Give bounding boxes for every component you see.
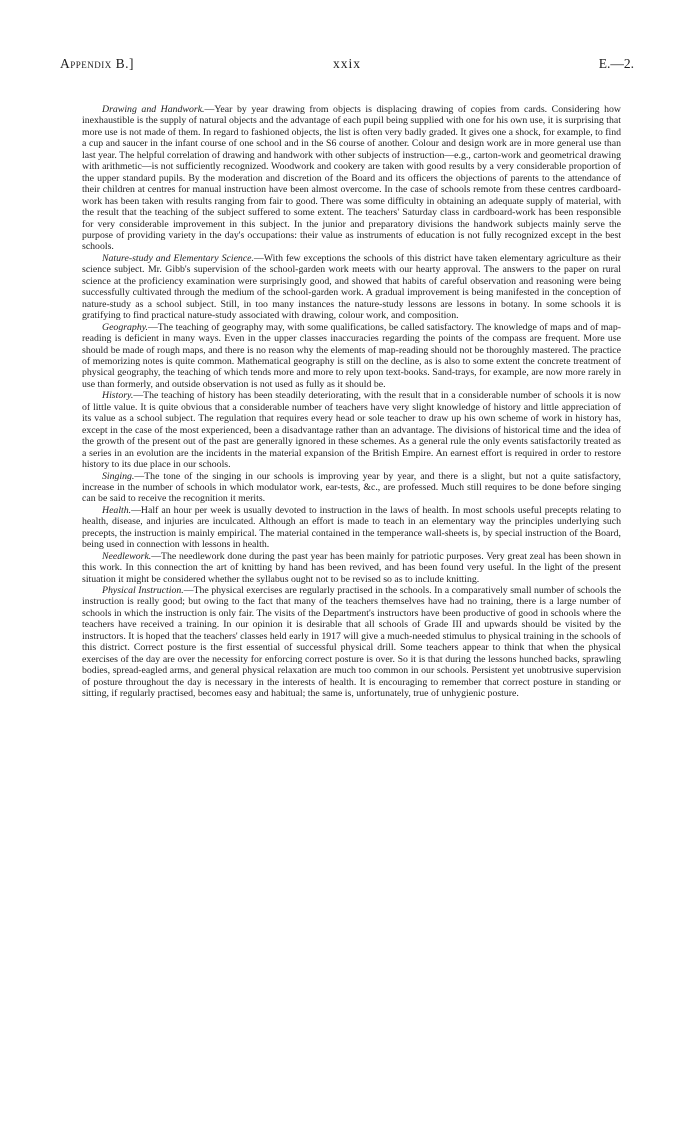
- paragraph-drawing-handwork: [82, 104, 621, 253]
- paragraph-singing: [82, 471, 621, 505]
- paragraph-text: —The physical exercises are regularly practised in the schools. In a comparatively small number of schools the instruction is really good; but owing to the fact that many of the teachers themselves have had no training, there is a large number of schools in which the instruction is only fair. The visits of the Department's instructors have been productive of good in schools where the teachers have received a training. In our opinion it is desirable that all schools of Grade III and upwards should be visited by the instructors. It is hoped that the teachers' classes held early in 1917 will give a much-needed stimulus to physical training in the schools of this district. Correct posture is the first essential of successful physical drill. Some teachers appear to think that when the physical exercises of the day are over the necessity for enforcing correct posture is over. So it is that during the lessons hunched backs, sprawling bodies, spread-eagled arms, and general physical relaxation are much too common in our schools. Persistent yet unobtrusive supervision of posture throughout the day is necessary in the interests of health. It is encouraging to remember that correct posture in standing or sitting, if regularly practised, becomes easy and habitual; the same is, unfortunately, true of unhygienic posture.: [82, 585, 621, 700]
- paragraph-topic: Drawing and Handwork.: [102, 104, 205, 115]
- paragraph-text: —The tone of the singing in our schools is improving year by year, and there is a slight, but not a quite satisfactory, increase in the number of schools in which modulator work, ear-tests, &c., are professed. Much still requires to be done before singing can be said to receive the recognition it merits.: [82, 470, 621, 505]
- paragraph-health: [82, 505, 621, 551]
- report-body: [82, 104, 621, 700]
- page-header: [60, 56, 634, 76]
- paragraph-topic: Singing.: [102, 470, 135, 482]
- document-reference: E.—2.: [598, 56, 634, 71]
- paragraph-text: —With few exceptions the schools of this district have taken elementary agriculture as their science subject. Mr. Gibb's supervision of the school-garden work meets with our hearty approval. The answers to the paper on rural science at the proficiency examination were surprisingly good, and showed that habits of careful observation and reasoning were being successfully cultivated through the medium of the school-garden work. A gradual improvement is being manifested in the conception of nature-study as a school subject. Still, in too many instances the nature-study lessons are lessons in botany. In some schools it is gratifying to find practical nature-study associated with drawing, colour work, and composition.: [82, 252, 621, 322]
- paragraph-topic: History.: [102, 390, 134, 402]
- page-number: xxix: [332, 56, 361, 71]
- paragraph-topic: Geography.: [102, 321, 148, 333]
- paragraph-text: —The needlework done during the past year has been mainly for patriotic purposes. Very great zeal has been shown in this work. In this connection the art of knitting by hand has been revived, and has been found very useful. In the light of the present situation it might be considered whether the syllabus ought not to be revised so as to include knitting.: [82, 550, 621, 585]
- paragraph-topic: Nature-study and Elementary Science.: [102, 252, 254, 264]
- paragraph-geography: [82, 322, 621, 391]
- paragraph-text: —Half an hour per week is usually devoted to instruction in the laws of health. In most schools useful precepts relating to health, disease, and injuries are inculcated. Although an effort is made to teach in an elementary way the principles underlying such precepts, the instruction is mainly empirical. The material contained in the temperance wall-sheets is, by special instruction of the Board, being used in connection with lessons in health.: [82, 504, 621, 551]
- appendix-label: Appendix B.]: [60, 56, 135, 71]
- paragraph-topic: Health.: [102, 504, 132, 516]
- paragraph-physical-instruction: [82, 585, 621, 700]
- paragraph-history: [82, 390, 621, 470]
- paragraph-text: —Year by year drawing from objects is displacing drawing of copies from cards. Considering how inexhaustible is the supply of natural objects and the advantage of each pupil being supplied with one for his own use, it is surprising that more use is not made of them. In regard to fashioned objects, the list is often very badly graded. It gives one a shock, for example, to find a cup and saucer in the infant course of one school and in the S6 course of another. Colour and design work are in more general use than last year. The helpful correlation of drawing and handwork with other subjects of instruction—e.g., carton-work and geometrical drawing with arithmetic—is not sufficiently recognized. Woodwork and cookery are taken with good results by a very considerable proportion of the upper standard pupils. By the moderation and discretion of the Board and its officers the objections of parents to the attendance of their children at centres for manual instruction have been almost overcome. In the case of schools remote from these centres cardboard-work has been taken with results ranging from fair to good. There was some difficulty in obtaining an adequate supply of material, with the result that the teaching of the subject suffered to some extent. The teachers' Saturday class in cardboard-work has been responsible for very considerable improvement in this subject. In the junior and preparatory divisions the handwork subjects mainly serve the purpose of providing variety in the day's occupations: their value as instruments of education is not fully recognized except in the best schools.: [82, 104, 622, 253]
- paragraph-nature-study: [82, 253, 621, 322]
- paragraph-topic: Needlework.: [102, 550, 152, 562]
- paragraph-text: —The teaching of geography may, with some qualifications, be called satisfactory. The knowledge of maps and of map-reading is deficient in many ways. Even in the upper classes inaccuracies regarding the points of the compass are frequent. More use should be made of rough maps, and there is no reason why the elements of map-reading should not be thoroughly mastered. The practice of memorizing notes is quite common. Mathematical geography is still on the decline, as is also to some extent the concrete treatment of physical geography, the teaching of which tends more and more to rely upon text-books. Sand-trays, for example, are now more rarely in use than formerly, and outside observation is not used as fully as it should be.: [82, 321, 621, 390]
- paragraph-topic: Physical Instruction.: [102, 585, 184, 597]
- paragraph-needlework: [82, 551, 621, 585]
- paragraph-text: —The teaching of history has been steadily deteriorating, with the result that in a considerable number of schools it is now of little value. It is quite obvious that a considerable number of teachers have very slight knowledge of history and little appreciation of its value as a school subject. The regulation that requires every head or sole teacher to draw up his own scheme of work in history has, except in the case of the most experienced, been a disadvantage rather than an advantage. The divisions of historical time and the idea of the growth of the present out of the past are generally ignored in these schemes. As a general rule the only events satisfactorily treated as a series in an evolution are the incidents in the material expansion of the British Empire. An earnest effort is required in order to restore history to its due place in our schools.: [82, 390, 621, 471]
